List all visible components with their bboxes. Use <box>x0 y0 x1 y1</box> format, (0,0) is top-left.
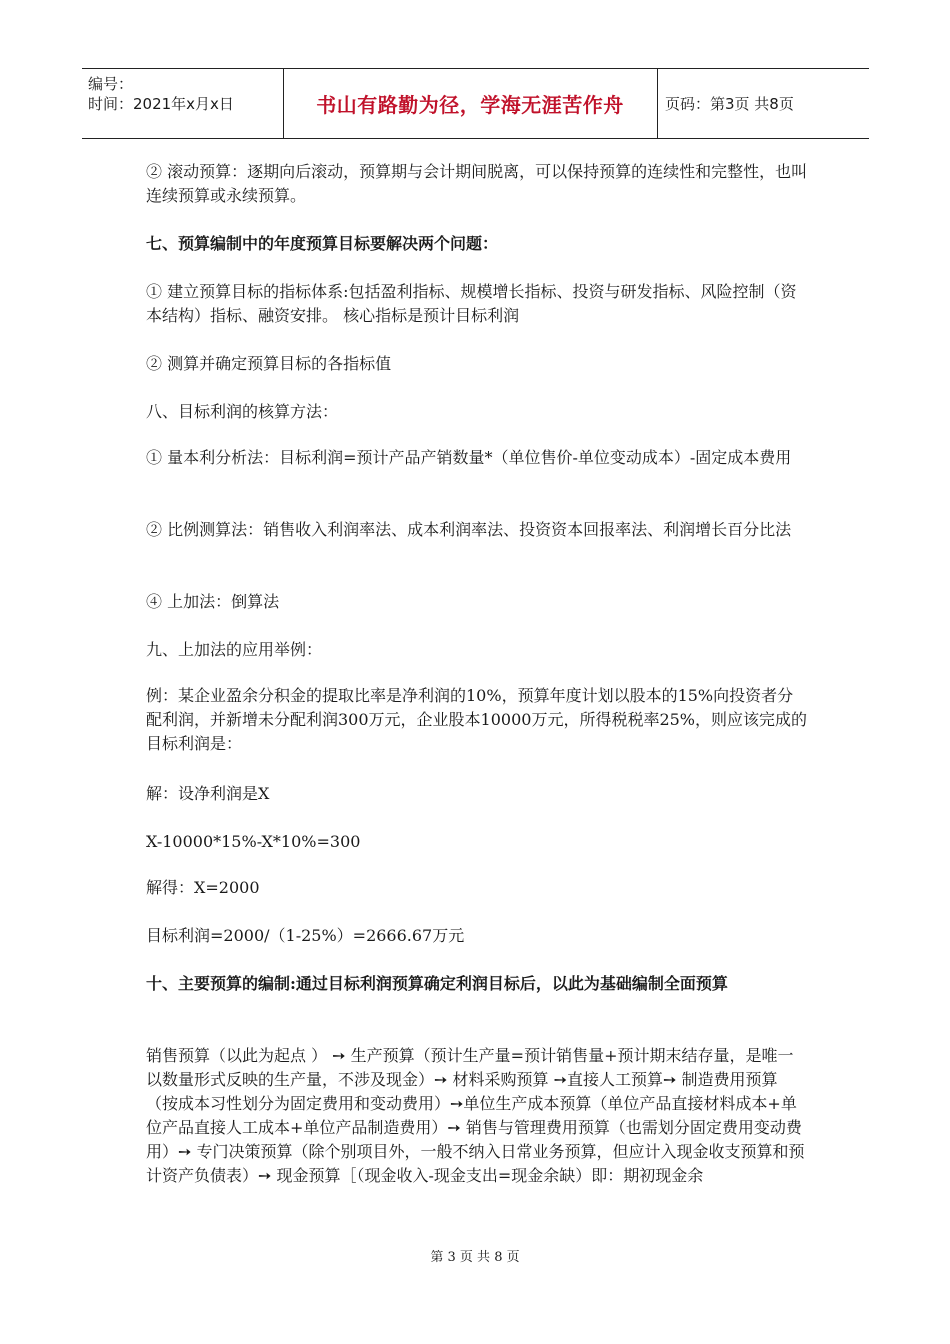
header-divider <box>657 69 658 138</box>
paragraph-equation: X-10000*15%-X*10%=300 <box>146 832 361 851</box>
paragraph-target-profit: 目标利润=2000/（1-25%）=2666.67万元 <box>146 926 465 945</box>
paragraph-result: 解得：X=2000 <box>146 878 260 897</box>
header-page-indicator: 页码：第3页 共8页 <box>665 95 794 113</box>
paragraph-add-up-method: ④ 上加法：倒算法 <box>146 592 280 611</box>
paragraph-solution: 解：设净利润是X <box>146 784 270 803</box>
paragraph-budget-chain: 销售预算（以此为起点 ） ➙ 生产预算（预计生产量=预计销售量+预计期末结存量，是唯一以数量形式反映的生产量，不涉及现金）➙ 材料采购预算 ➙直接人工预算➙ 制造费用预算（按成本习性划分为固定费用和变动费用）➙单位生产成本预算（单位产品直接材料成本+单位产品直接人工成本+单位产品制造费用）➙ 销售与管理费用预算（也需划分固定费用变动费用）➙ 专门决策预算（除个别项目外，一般不纳入日常业务预算，但应计入现金收支预算和预计资产负债表）➙ 现金预算［（现金收入-现金支出=现金余缺）即：期初现金余 <box>146 1046 805 1185</box>
page-footer: 第 3 页 共 8 页 <box>430 1250 520 1265</box>
heading-section-7: 七、预算编制中的年度预算目标要解决两个问题： <box>146 234 499 253</box>
paragraph-cvp-method: ① 量本利分析法：目标利润=预计产品产销数量*（单位售价-单位变动成本）-固定成本费用 <box>146 448 792 467</box>
page-header <box>82 68 869 139</box>
paragraph-ratio-method: ② 比例测算法：销售收入利润率法、成本利润率法、投资资本回报率法、利润增长百分比法 <box>146 520 792 539</box>
heading-section-8: 八、目标利润的核算方法： <box>146 402 339 421</box>
header-motto: 书山有路勤为径，学海无涯苦作舟 <box>316 93 624 117</box>
paragraph-example: 例：某企业盈余分积金的提取比率是净利润的10%，预算年度计划以股本的15%向投资者分配利润，并新增未分配利润300万元，企业股本10000万元，所得税税率25%，则应该完成的目标利润是： <box>146 686 808 753</box>
document-date: 时间：2021年x月x日 <box>88 95 234 113</box>
heading-section-10: 十、主要预算的编制:通过目标利润预算确定利润目标后，以此为基础编制全面预算 <box>146 974 728 993</box>
paragraph-measure-targets: ② 测算并确定预算目标的各指标值 <box>146 354 392 373</box>
heading-section-9: 九、上加法的应用举例： <box>146 640 323 659</box>
paragraph-rolling-budget: ② 滚动预算：逐期向后滚动，预算期与会计期间脱离，可以保持预算的连续性和完整性，也叫连续预算或永续预算。 <box>146 162 808 205</box>
paragraph-indicator-system: ① 建立预算目标的指标体系:包括盈利指标、规模增长指标、投资与研发指标、风险控制（资本结构）指标、融资安排。 核心指标是预计目标利润 <box>146 282 797 325</box>
document-number: 编号： <box>88 75 134 93</box>
